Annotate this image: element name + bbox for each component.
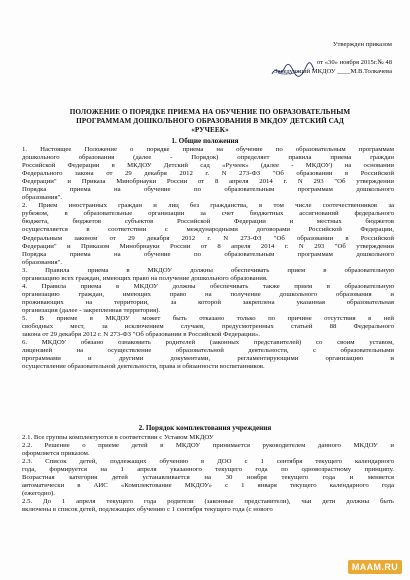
text-line: закона от 29 декабря 2012 г. N 273-ФЗ "Об образовании в Российской Федерации».: [22, 331, 261, 339]
text-line: 6. МКДОУ обязано ознакомить родителей (законных представителей) со своим уставом,: [22, 339, 394, 347]
paragraph: [22, 339, 394, 371]
text-line: осуществляется в соответствии с международными договорами Российской Федерации,: [22, 226, 394, 234]
text-line: года, формируется на 1 апреля указанного текущего года по одновозрастному принципу.: [22, 466, 394, 474]
text-line: Федерации" и Приказа Минобрнауки России от 8 апреля 2014 г. N 293 "Об утверждении: [22, 178, 394, 186]
text-line: Федерального закона от 29 декабря 2012 г. N 273-ФЗ "Об образовании в Российской: [22, 170, 394, 178]
section-heading-staffing: 2. Порядок комплектования учреждения: [138, 424, 272, 432]
text-line: 2.5. До 1 апреля текущего года родители (законные представители), чьи дети должны быть: [22, 498, 394, 506]
text-line: Федеральным законом от 29 декабря 2012 г. N 273-ФЗ "Об образовании в Российской: [22, 234, 394, 242]
text-line: образования".: [22, 194, 63, 202]
text-line: организацию граждан, имеющих право на получение дошкольного образования и: [22, 290, 394, 298]
paragraph: [22, 146, 394, 202]
text-line: Возрастная категория детей устанавливается на 30 ноября текущего года и меняется: [22, 474, 394, 482]
maam-logo-watermark: [348, 560, 402, 574]
text-line: проживающих на территории, за которой закреплена указанная образовательная: [22, 298, 394, 306]
paragraph: [22, 434, 394, 442]
paragraph: [22, 202, 394, 266]
text-line: 1. Настоящее Положение о порядке приема на обучение по образовательным программам: [22, 146, 394, 153]
text-line: лицензией на осуществление образовательной деятельности, с образовательными: [22, 347, 394, 355]
text-line: (ежегодно).: [22, 490, 55, 498]
section-heading-general: 1. Общие положения: [171, 137, 239, 145]
title-line: «РУЧЕЕК»: [191, 126, 229, 135]
text-line: оформляется приказом.: [22, 450, 90, 458]
paragraph: [22, 442, 394, 458]
text-line: 2.2. Решение о приеме детей в МКДОУ принимается руководителем данного МКДОУ и: [22, 442, 394, 450]
paragraph: [22, 458, 394, 498]
text-line: осуществление образовательной деятельности, права и обязанности воспитанников.: [22, 363, 265, 371]
text-line: включены в список детей, подлежащих обучению с 1 сентября текущего года (с нового: [22, 506, 273, 514]
text-line: 2.1. Все группы комплектуются в соответствии с Уставом МКДОУ: [22, 434, 214, 441]
watermark-text: MAAM.RU: [351, 562, 399, 572]
paragraph: [22, 283, 394, 315]
text-line: 2. Прием иностранных граждан и лиц без гражданства, в том числе соотечественников за: [22, 202, 394, 210]
text-line: автоматически в АИС «Комплектование МКДОУ» с 1 января текущего календарного года: [22, 482, 394, 490]
approval-signer: [192, 67, 392, 77]
paragraph: [22, 267, 394, 283]
approval-stamp-block: [192, 40, 392, 77]
document-title: [40, 108, 380, 136]
approval-signer-text: Заведующий МКДОУ ____М.В.Толкачева: [274, 68, 392, 75]
text-line: 3. Правила приема в МКДОУ должны обеспечивать прием в образовательную: [22, 266, 394, 274]
text-line: образования".: [22, 258, 63, 266]
text-line: программами и другими документами, регламентирующими организацию и: [22, 355, 394, 363]
text-line: Порядка приема на обучение по образовательным программам дошкольного: [22, 186, 394, 194]
text-line: 5. В приеме в МКДОУ может быть отказано только по причине отсутствия в ней: [22, 314, 394, 322]
paragraph: [22, 315, 394, 339]
paragraph: [22, 498, 394, 514]
text-line: организация (далее - закрепленная территория).: [22, 306, 161, 314]
text-line: 2.3. Список детей, подлежащих обучению в ДОО с 1 сентября текущего календарного: [22, 458, 394, 466]
text-line: 4. Правила приема в МКДОУ должны обеспечивать также прием в образовательную: [22, 282, 394, 290]
text-line: Федерации" и Приказом Минобрнауки России от 8 апреля 2014 г. N 293 "Об утверждении: [22, 242, 394, 250]
text-line: рубежом, в образовательные организации за счет бюджетных ассигнований федерального: [22, 210, 394, 218]
title-line: ПРОГРАММАМ ДОШКОЛЬНОГО ОБРАЗОВАНИЯ В МКДОУ ДЕТСКИЙ САД: [76, 117, 344, 126]
section-general-body: [22, 146, 394, 371]
text-line: свободных мест, за исключением случаев, предусмотренных статьей 88 Федерального: [22, 323, 394, 331]
handwritten-signature-icon: [270, 61, 316, 79]
approval-order-date: от «30» ноября 2015г.№ 48: [317, 58, 392, 66]
text-line: бюджета, бюджетов субъектов Российской Федерации и местных бюджетов: [22, 218, 394, 226]
text-line: организацию всех граждан, имеющих право на получение дошкольного образования.: [22, 274, 268, 282]
text-line: Российской Федерации в МКДОУ Детский сад «Ручеек» (далее - МКДОУ) на основании: [22, 162, 394, 170]
text-line: Порядка приема на обучение по образовательным программам дошкольного: [22, 250, 394, 258]
text-line: дошкольного образования (далее - Порядок) определяет правила приема граждан: [22, 154, 394, 162]
title-line: ПОЛОЖЕНИЕ О ПОРЯДКЕ ПРИЕМА НА ОБУЧЕНИЕ ПО ОБРАЗОВАТЕЛЬНЫМ: [69, 108, 351, 116]
approval-title: Утвержден приказом: [332, 41, 392, 48]
section-staffing-body: [22, 434, 394, 514]
